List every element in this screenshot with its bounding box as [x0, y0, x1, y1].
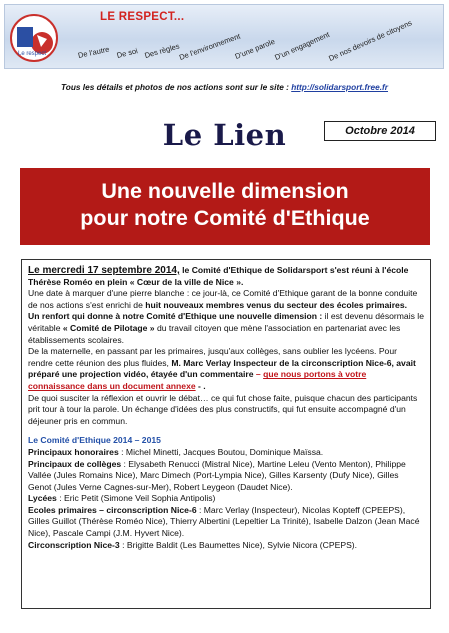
paragraph-text: M. Marc Verlay Inspecteur de la circonscription Nice-6, avait préparé une projection vidéo, étayée d'un commentaire — [28, 357, 416, 380]
member-group-label: Circonscription Nice-3 — [28, 539, 120, 550]
banner-phrase: Des règles — [143, 41, 181, 60]
member-group-label: Lycées — [28, 493, 57, 504]
article-box — [21, 259, 431, 609]
banner-title: LE RESPECT... — [100, 11, 185, 23]
banner-phrase: De nos devoirs de citoyens — [327, 18, 414, 64]
website-line-text: Tous les détails et photos de nos actions sont sur le site : — [60, 82, 292, 92]
article-paragraph — [28, 265, 424, 288]
logo-text: Le respect — [18, 51, 47, 57]
member-names: : Marc Verlay (Inspecteur), Nicolas Kopteff (CPEEPS), Gilles Guillot (Thérèse Roméo Nice), Thierry Albertini (Lepeltier La Trinité), Isabelle Dalzon (Jean Macé Nice), Pascale Campi (J.M. Hyvert Nice). — [28, 504, 420, 539]
meeting-date: Le mercredi 17 septembre 2014, — [28, 265, 180, 276]
newsletter-masthead: Le Lien — [162, 118, 287, 152]
issue-date: Octobre 2014 — [324, 121, 436, 141]
section-title: Le Comité d'Ethique 2014 – 2015 — [28, 435, 161, 446]
article-paragraph: De quoi susciter la réflexion et ouvrir le débat… ce qui fut chose faite, puisque chacun des participants prit tour à tour la parole. Un échange d'idées des plus constructifs, qui fut ensuite accompagné d'un déjeuner pris en commun. — [28, 392, 418, 426]
header-banner — [4, 4, 444, 69]
headline-line-2: pour notre Comité d'Ethique — [80, 206, 370, 230]
article-paragraph — [28, 346, 424, 392]
member-entry — [28, 493, 424, 505]
respect-logo — [9, 13, 59, 63]
member-entry — [28, 459, 424, 494]
headline-banner — [20, 168, 430, 245]
paragraph-text: – — [253, 369, 264, 380]
member-names: : Eric Petit (Simone Veil Sophia Antipolis) — [56, 493, 216, 504]
banner-phrase: D'un engagement — [273, 29, 331, 62]
paragraph-text: - . — [195, 380, 206, 391]
annex-link[interactable]: que nous portons à votre connaissance dans un document annexe — [28, 369, 367, 391]
paragraph-text: le Comité d'Ethique de Solidarsport s'est réuni à l'école Thérèse Roméo en plein « Cœur de la ville de Nice ». — [28, 265, 409, 287]
paragraph-text: du travail citoyen que mène l'association en partenariat avec les établissements scolaires. — [28, 322, 401, 345]
member-group-label: Principaux de collèges — [28, 458, 122, 469]
paragraph-text: « Comité de Pilotage » — [62, 322, 155, 333]
spacer — [28, 427, 424, 435]
paragraph-text: Une date à marquer d'une pierre blanche : ce jour-là, ce Comité d'Ethique garant de la bonne conduite de nos actions s'est enrichi de — [28, 288, 418, 310]
banner-phrase: De l'autre — [77, 44, 111, 60]
paragraph-text: De la maternelle, en passant par les primaires, jusqu'aux collèges, sans oublier les lycéens. Pour rendre cette réunion des plus fluides, — [28, 346, 397, 368]
member-entry — [28, 540, 424, 552]
member-group-label: Ecoles primaires – circonscription Nice-6 — [28, 504, 197, 515]
banner-phrase: De l'environnement — [177, 31, 242, 62]
member-entry — [28, 505, 424, 540]
article-paragraph — [28, 288, 424, 311]
paragraph-text: Un renfort qui donne à notre Comité d'Ethique une nouvelle dimension : — [28, 311, 323, 322]
member-names: : Michel Minetti, Jacques Boutou, Dominique Maïssa. — [118, 446, 324, 457]
website-link[interactable]: http://solidarsport.free.fr — [291, 82, 389, 92]
headline-line-1: Une nouvelle dimension — [101, 179, 349, 203]
paragraph-text: il est devenu désormais le véritable — [28, 311, 424, 333]
paragraph-text: huit nouveaux membres venus du secteur des écoles primaires. — [145, 299, 407, 310]
member-entry — [28, 447, 424, 459]
member-names: : Elysabeth Renucci (Mistral Nice), Martine Leleu (Vento Menton), Philippe Vallée (Jules Romains Nice), Marc Dimech (Port-Lympia Nice), Gilles Karsenty (Dufy Nice), Gilles Genot (Jules Verne Cagnes-sur-Mer), Robert Leygeon (Daudet Nice). — [28, 458, 406, 492]
article-paragraph — [28, 311, 424, 346]
website-line — [0, 82, 449, 92]
banner-phrase: D'une parole — [233, 36, 277, 61]
member-names: : Brigitte Baldit (Les Baumettes Nice), Sylvie Nicora (CPEPS). — [119, 539, 358, 550]
banner-phrase: De soi — [115, 46, 139, 60]
member-group-label: Principaux honoraires — [28, 446, 119, 457]
